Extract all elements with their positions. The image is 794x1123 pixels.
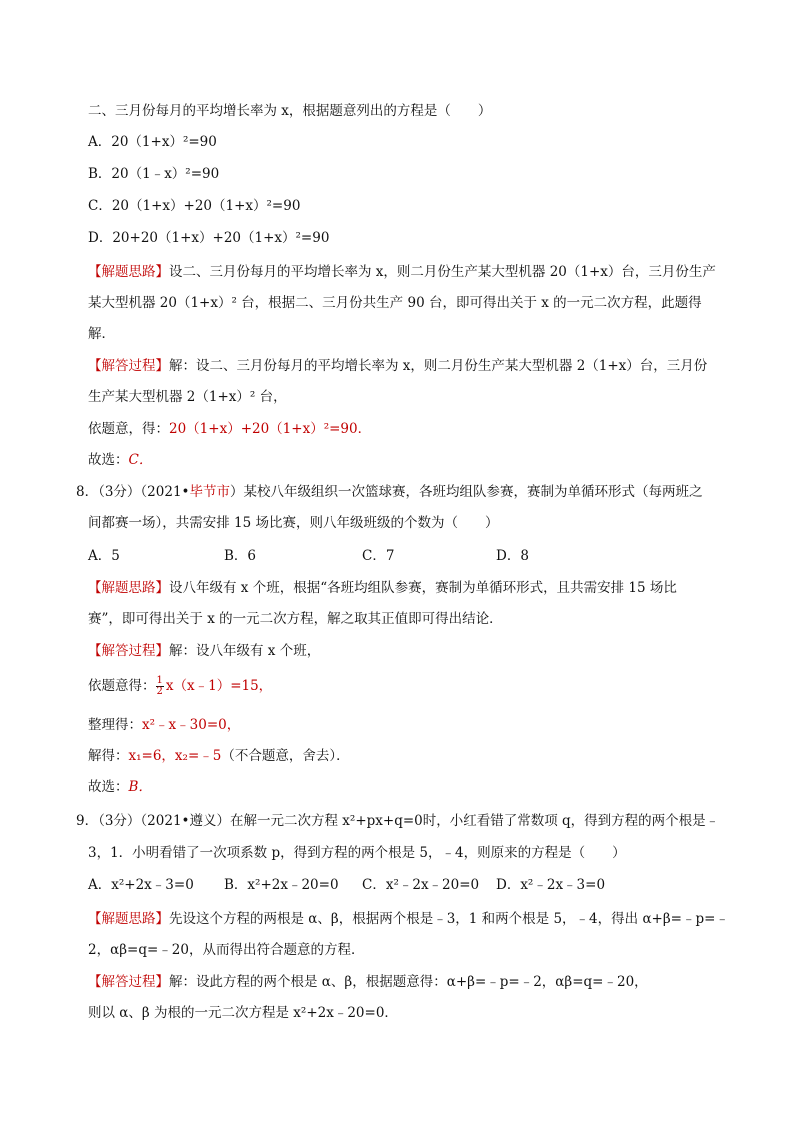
q7-option-c: C．20（1+x）+20（1+x）²=90 — [88, 198, 301, 214]
q7-idea-line-1: 【解题思路】设二、三月份每月的平均增长率为 x，则二月份生产某大型机器 20（1+x）台，三月份生产 — [88, 264, 716, 280]
q8-process-line-3: 整理得：x²﹣x﹣30=0， — [88, 717, 241, 733]
q8-answer: 故选：B． — [88, 779, 152, 795]
q8-idea-line-1: 【解题思路】设八年级有 x 个班，根据“各班均组队参赛，赛制为单循环形式，且共需安排 15 场比 — [88, 580, 677, 596]
q8-answer-letter: B． — [128, 779, 152, 795]
q9-process-line-2: 则以 α、β 为根的一元二次方程是 x²+2x﹣20=0． — [88, 1005, 398, 1021]
q7-idea-line-2: 某大型机器 20（1+x）² 台，根据二、三月份共生产 90 台，即可得出关于 x 的一元二次方程，此题得 — [88, 295, 702, 311]
q7-answer-letter: C． — [128, 452, 153, 468]
q8-stem-line-2: 间都赛一场），共需安排 15 场比赛，则八年级班级的个数为（ ） — [88, 515, 499, 531]
q8-process-line-2: 依题意得： $\frac{1}{2}$ x（x﹣1）=15， — [88, 675, 273, 697]
q8-process-line-4: 解得：x₁=6，x₂=﹣5（不合题意，舍去）． — [88, 748, 350, 764]
q7-stem: 二、三月份每月的平均增长率为 x，根据题意列出的方程是（ ） — [88, 103, 492, 119]
q7-option-a: A．20（1+x）²=90 — [88, 134, 217, 150]
q8-option-a: A．5 — [88, 548, 120, 564]
q9-option-a: A．x²+2x﹣3=0 — [88, 877, 194, 893]
q7-option-b: B．20（1﹣x）²=90 — [88, 166, 220, 182]
q7-answer: 故选：C． — [88, 452, 153, 468]
q9-option-c: C．x²﹣2x﹣20=0 — [362, 877, 480, 893]
process-tag: 【解答过程】 — [88, 358, 169, 374]
q9-process-line-1: 【解答过程】解：设此方程的两个根是 α、β，根据题意得：α+β=﹣p=﹣2，αβ=q=﹣20， — [88, 974, 648, 990]
idea-tag: 【解题思路】 — [88, 264, 169, 280]
q8-process-line-1: 【解答过程】解：设八年级有 x 个班， — [88, 643, 321, 659]
process-tag: 【解答过程】 — [88, 974, 169, 990]
q8-source: 毕节市 — [189, 484, 230, 500]
q8-option-d: D．8 — [496, 548, 529, 564]
q7-process-line-1: 【解答过程】解：设二、三月份每月的平均增长率为 x，则二月份生产某大型机器 2（1+x）台，三月份 — [88, 358, 708, 374]
one-half-fraction: $\frac{1}{2}$ — [156, 675, 163, 697]
q9-option-d: D．x²﹣2x﹣3=0 — [496, 877, 606, 893]
q9-idea-line-1: 【解题思路】先设这个方程的两根是 α、β，根据两个根是﹣3，1 和两个根是 5，﹣4，得出 α+β=﹣p=﹣ — [88, 911, 729, 927]
q7-idea-line-3: 解． — [88, 326, 115, 342]
q7-option-d: D．20+20（1+x）+20（1+x）²=90 — [88, 230, 330, 246]
q8-stem-line-1: 8．（3分）（2021•毕节市）某校八年级组织一次篮球赛，各班均组队参赛，赛制为单循环形式（每两班之 — [76, 484, 703, 500]
q7-equation: 20（1+x）+20（1+x）²=90． — [169, 421, 372, 437]
q9-stem-line-2: 3，1．小明看错了一次项系数 p，得到方程的两个根是 5，﹣4，则原来的方程是（ ） — [88, 845, 626, 861]
process-tag: 【解答过程】 — [88, 643, 169, 659]
q7-process-line-2: 生产某大型机器 2（1+x）² 台， — [88, 389, 287, 405]
q8-idea-line-2: 赛”，即可得出关于 x 的一元二次方程，解之取其正值即可得出结论． — [88, 611, 503, 627]
q8-option-b: B．6 — [224, 548, 257, 564]
q9-stem-line-1: 9．（3分）（2021•遵义）在解一元二次方程 x²+px+q=0时，小红看错了常数项 q，得到方程的两个根是﹣ — [76, 813, 720, 829]
q9-idea-line-2: 2，αβ=q=﹣20，从而得出符合题意的方程． — [88, 942, 365, 958]
idea-tag: 【解题思路】 — [88, 911, 169, 927]
idea-tag: 【解题思路】 — [88, 580, 169, 596]
q9-option-b: B．x²+2x﹣20=0 — [224, 877, 339, 893]
q8-option-c: C．7 — [362, 548, 395, 564]
q7-process-line-3: 依题意，得：20（1+x）+20（1+x）²=90． — [88, 421, 372, 437]
